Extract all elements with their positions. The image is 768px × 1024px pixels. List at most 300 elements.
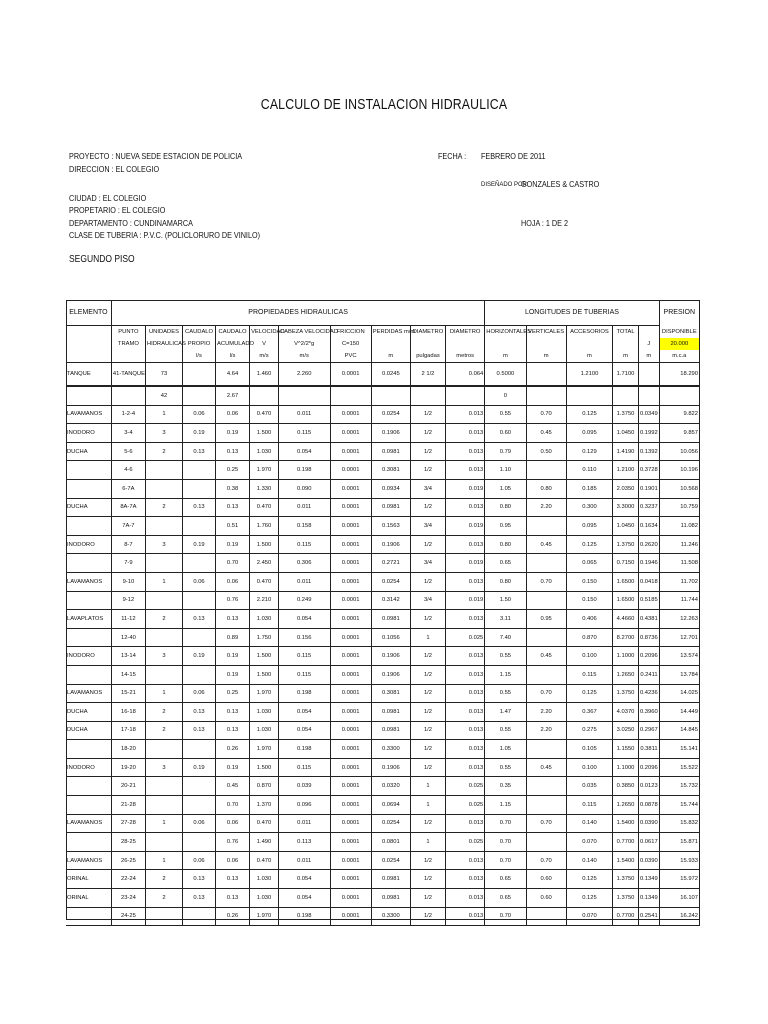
table-cell: 0.0001 (330, 535, 371, 554)
table-cell: 0.019 (446, 517, 485, 536)
table-cell: 0.0001 (330, 363, 371, 387)
table-cell: DUCHA (66, 498, 111, 517)
table-cell: 8-7 (111, 535, 145, 554)
table-cell: 0.0390 (638, 814, 659, 833)
table-cell: 0.0934 (371, 479, 410, 498)
column-header: HORIZONTALES (485, 326, 526, 339)
table-row (66, 907, 700, 926)
table-cell: 0.0001 (330, 684, 371, 703)
table-cell: 0.054 (278, 870, 330, 889)
table-cell: 1 (145, 851, 182, 870)
table-cell: 1/2 (410, 703, 445, 722)
table-cell: 0.113 (278, 833, 330, 852)
table-cell: 0.115 (566, 796, 612, 815)
table-cell: 0.0001 (330, 517, 371, 536)
column-header: UNIDADES (145, 326, 182, 339)
column-header (66, 326, 111, 339)
table-cell: 11.744 (659, 591, 699, 610)
table-cell: 1.2100 (613, 461, 639, 480)
table-cell: 1.330 (250, 479, 279, 498)
column-header: DIAMETRO (446, 326, 485, 339)
column-header: m/s (250, 350, 279, 363)
table-cell: 11.246 (659, 535, 699, 554)
table-cell: 0.5185 (638, 591, 659, 610)
table-cell: 26-25 (111, 851, 145, 870)
table-cell: 0.13 (183, 610, 216, 629)
column-header: m (526, 350, 566, 363)
table-cell: 73 (145, 363, 182, 387)
table-cell: 0.55 (485, 721, 526, 740)
table-cell: 0.870 (250, 777, 279, 796)
table-cell: 3 (145, 535, 182, 554)
table-cell: 0.06 (183, 814, 216, 833)
table-cell: 0.0001 (330, 405, 371, 424)
table-cell: 3/4 (410, 554, 445, 573)
table-cell: 0.1634 (638, 517, 659, 536)
table-cell: 0.70 (526, 405, 566, 424)
table-cell: 2.450 (250, 554, 279, 573)
table-cell: 1/2 (410, 535, 445, 554)
table-cell: 0.1906 (371, 665, 410, 684)
table-cell: 1 (145, 572, 182, 591)
table-cell (250, 386, 279, 405)
table-cell: 0.0878 (638, 796, 659, 815)
table-cell: 1.760 (250, 517, 279, 536)
table-cell (145, 833, 182, 852)
table-cell: 1.1000 (613, 758, 639, 777)
table-row (66, 610, 700, 629)
table-cell: 1.460 (250, 363, 279, 387)
table-cell (66, 665, 111, 684)
column-header: PUNTO (111, 326, 145, 339)
table-cell (145, 479, 182, 498)
column-header: V^2/2*g (278, 338, 330, 350)
table-row (66, 535, 700, 554)
table-cell: 1.0450 (613, 424, 639, 443)
column-header (613, 338, 639, 350)
table-cell: 0.011 (278, 498, 330, 517)
table-cell: INODORO (66, 758, 111, 777)
table-cell: 0.0001 (330, 647, 371, 666)
table-cell: 0.019 (446, 591, 485, 610)
table-cell: 0.2541 (638, 907, 659, 926)
table-cell: 0.80 (526, 479, 566, 498)
table-cell (526, 740, 566, 759)
table-cell (410, 386, 445, 405)
table-cell: LAVAMANOS (66, 405, 111, 424)
table-cell: 0.25 (216, 684, 250, 703)
table-cell: 3/4 (410, 479, 445, 498)
table-cell: 0.070 (566, 907, 612, 926)
table-cell: 0.0981 (371, 442, 410, 461)
table-cell (145, 461, 182, 480)
table-cell: 0.0001 (330, 442, 371, 461)
table-cell: 0.70 (526, 572, 566, 591)
table-cell: 11-12 (111, 610, 145, 629)
owner-line: PROPETARIO : EL COLEGIO (69, 205, 166, 215)
sheet-number: HOJA : 1 DE 2 (521, 218, 568, 228)
table-cell: 2 (145, 498, 182, 517)
table-cell: LAVAMANOS (66, 684, 111, 703)
table-cell: 0.06 (216, 851, 250, 870)
table-cell: 0.090 (278, 479, 330, 498)
table-cell: 1/2 (410, 405, 445, 424)
table-row (66, 424, 700, 443)
table-cell: 3 (145, 424, 182, 443)
table-cell: 0.06 (216, 814, 250, 833)
table-cell: 12.701 (659, 628, 699, 647)
table-cell: 0.0981 (371, 498, 410, 517)
table-cell: 0.3850 (613, 777, 639, 796)
table-cell: 0.65 (485, 889, 526, 908)
table-cell: 1/2 (410, 870, 445, 889)
table-cell: 0.70 (216, 796, 250, 815)
table-cell: 0.06 (183, 405, 216, 424)
table-cell: 0.13 (183, 498, 216, 517)
table-cell: 3/4 (410, 591, 445, 610)
table-cell: 0.70 (485, 851, 526, 870)
table-cell: 0.19 (216, 535, 250, 554)
table-cell: 2 (145, 442, 182, 461)
table-cell: 0.011 (278, 572, 330, 591)
table-cell: 0.115 (566, 665, 612, 684)
table-cell (145, 907, 182, 926)
table-cell: 0.79 (485, 442, 526, 461)
column-header: V (250, 338, 279, 350)
table-cell: 0.013 (446, 442, 485, 461)
table-cell: 0.0320 (371, 777, 410, 796)
table-cell: 0.158 (278, 517, 330, 536)
table-cell: 1.15 (485, 665, 526, 684)
table-cell: 15.522 (659, 758, 699, 777)
column-header: TRAMO (111, 338, 145, 350)
table-cell (183, 628, 216, 647)
table-cell (66, 796, 111, 815)
table-cell: 3.0250 (613, 721, 639, 740)
table-cell (66, 479, 111, 498)
table-cell: 2 (145, 870, 182, 889)
table-cell: 0.55 (485, 684, 526, 703)
table-cell: 1/2 (410, 647, 445, 666)
table-cell: INODORO (66, 647, 111, 666)
table-cell: 41-TANQUE (111, 363, 145, 387)
table-cell: 12.263 (659, 610, 699, 629)
group-header-propiedades: PROPIEDADES HIDRAULICAS (111, 300, 484, 326)
table-cell: 0.115 (278, 424, 330, 443)
table-cell: 13.574 (659, 647, 699, 666)
table-cell: 0.1906 (371, 647, 410, 666)
table-cell (183, 479, 216, 498)
table-cell: 0.054 (278, 610, 330, 629)
table-cell: 0.0001 (330, 870, 371, 889)
table-cell (145, 517, 182, 536)
table-cell: 0.198 (278, 684, 330, 703)
table-cell (183, 907, 216, 926)
table-cell: 0.096 (278, 796, 330, 815)
table-cell (526, 907, 566, 926)
column-header: 20.000 (659, 338, 699, 350)
table-cell: 0.125 (566, 889, 612, 908)
column-header: DIAMETRO (410, 326, 445, 339)
table-cell: 0.1906 (371, 758, 410, 777)
table-cell: 0.013 (446, 684, 485, 703)
table-cell: 0.3960 (638, 703, 659, 722)
table-cell: 0.198 (278, 461, 330, 480)
table-cell: 0.45 (526, 758, 566, 777)
table-cell: 15.972 (659, 870, 699, 889)
table-cell: 0.3300 (371, 907, 410, 926)
table-cell: 0.45 (526, 647, 566, 666)
table-row (66, 363, 700, 387)
table-cell (66, 554, 111, 573)
column-header: m/s (278, 350, 330, 363)
table-cell: 0.470 (250, 498, 279, 517)
table-cell: 1.030 (250, 870, 279, 889)
table-cell: 0.0001 (330, 703, 371, 722)
table-cell: 2 (145, 889, 182, 908)
table-cell: 0.306 (278, 554, 330, 573)
table-cell: 5-6 (111, 442, 145, 461)
table-cell: 0.5000 (485, 363, 526, 387)
table-row (66, 442, 700, 461)
table-cell (526, 386, 566, 405)
table-cell (183, 363, 216, 387)
table-cell: 0.3728 (638, 461, 659, 480)
table-cell: 9.822 (659, 405, 699, 424)
column-header (446, 338, 485, 350)
table-cell: 0.0001 (330, 479, 371, 498)
table-cell (66, 591, 111, 610)
table-cell: 0.3081 (371, 684, 410, 703)
table-cell: 0.0001 (330, 889, 371, 908)
table-cell: ORINAL (66, 870, 111, 889)
table-cell: 1 (410, 833, 445, 852)
table-cell: 1/2 (410, 907, 445, 926)
table-cell (145, 554, 182, 573)
table-cell: 0.0001 (330, 777, 371, 796)
group-header-longitudes: LONGITUDES DE TUBERIAS (485, 300, 659, 326)
table-cell: 0.870 (566, 628, 612, 647)
table-cell: 0.011 (278, 814, 330, 833)
project-line: PROYECTO : NUEVA SEDE ESTACION DE POLICIA (69, 151, 243, 161)
table-cell: 0.406 (566, 610, 612, 629)
table-cell (526, 665, 566, 684)
table-cell: 0.0001 (330, 554, 371, 573)
table-cell: 0.2967 (638, 721, 659, 740)
table-cell: 1.500 (250, 647, 279, 666)
table-cell: 0.45 (216, 777, 250, 796)
table-cell: 14.845 (659, 721, 699, 740)
table-cell: 0.095 (566, 424, 612, 443)
table-cell: 12-40 (111, 628, 145, 647)
table-cell: 0.0254 (371, 851, 410, 870)
table-cell: 2.260 (278, 363, 330, 387)
table-cell: 0.3811 (638, 740, 659, 759)
table-cell: 0.0254 (371, 814, 410, 833)
column-header (526, 338, 566, 350)
column-header: PVC (330, 350, 371, 363)
table-cell: 0.140 (566, 851, 612, 870)
table-cell: 0.013 (446, 610, 485, 629)
table-cell: 7-9 (111, 554, 145, 573)
table-cell: 0.249 (278, 591, 330, 610)
table-cell: 10.056 (659, 442, 699, 461)
table-cell: 0.0981 (371, 610, 410, 629)
table-cell: 0.7150 (613, 554, 639, 573)
table-cell: 0.064 (446, 363, 485, 387)
table-cell: 4-6 (111, 461, 145, 480)
table-cell: 11.082 (659, 517, 699, 536)
table-cell: 0.198 (278, 740, 330, 759)
table-cell: 4.0370 (613, 703, 639, 722)
table-cell: 1.500 (250, 535, 279, 554)
table-cell: 18.290 (659, 363, 699, 387)
table-cell: 0.198 (278, 907, 330, 926)
table-cell: 3-4 (111, 424, 145, 443)
table-cell: 0.2620 (638, 535, 659, 554)
table-cell: 1.2100 (566, 363, 612, 387)
table-cell (526, 777, 566, 796)
table-cell: 0.19 (183, 535, 216, 554)
table-cell (638, 386, 659, 405)
table-cell: 0.013 (446, 814, 485, 833)
table-cell: 1/2 (410, 721, 445, 740)
table-cell (183, 665, 216, 684)
table-cell: 10.759 (659, 498, 699, 517)
table-cell: 1.50 (485, 591, 526, 610)
column-header: DISPONIBLE (659, 326, 699, 339)
table-cell: 0.13 (183, 870, 216, 889)
table-cell: 0.06 (183, 851, 216, 870)
table-cell: 23-24 (111, 889, 145, 908)
table-cell: 0.06 (183, 684, 216, 703)
pipe-class-line: CLASE DE TUBERIA : P.V.C. (POLICLORURO DE VINILO) (69, 230, 260, 240)
table-cell: 0.76 (216, 833, 250, 852)
table-cell: 4.64 (216, 363, 250, 387)
table-cell: 0.054 (278, 703, 330, 722)
table-cell: 0.065 (566, 554, 612, 573)
table-cell (371, 386, 410, 405)
table-cell: 0.35 (485, 777, 526, 796)
table-cell: 0.1901 (638, 479, 659, 498)
table-cell: 0.054 (278, 442, 330, 461)
table-cell: 1.490 (250, 833, 279, 852)
table-cell: 0.095 (566, 517, 612, 536)
table-cell: 15-21 (111, 684, 145, 703)
column-header: TOTAL (613, 326, 639, 339)
table-cell: 1.2650 (613, 665, 639, 684)
table-cell: 0.70 (526, 851, 566, 870)
table-cell: 1/2 (410, 498, 445, 517)
table-cell: 0.025 (446, 628, 485, 647)
table-cell: 0.19 (183, 647, 216, 666)
table-cell: 0.115 (278, 647, 330, 666)
date-label: FECHA : (438, 151, 467, 161)
table-cell: 0.4381 (638, 610, 659, 629)
table-cell: 0.013 (446, 665, 485, 684)
table-cell: 0.185 (566, 479, 612, 498)
table-cell: 1.1550 (613, 740, 639, 759)
table-cell: 0.70 (485, 907, 526, 926)
table-cell: 1.030 (250, 721, 279, 740)
table-row (66, 405, 700, 424)
table-cell: 3/4 (410, 517, 445, 536)
table-cell: 6-7A (111, 479, 145, 498)
table-cell: 15.141 (659, 740, 699, 759)
column-header (66, 338, 111, 350)
table-row (66, 703, 700, 722)
table-cell: 0.8736 (638, 628, 659, 647)
table-cell: 0.0418 (638, 572, 659, 591)
table-cell: 1.1000 (613, 647, 639, 666)
table-cell (330, 386, 371, 405)
column-header: CAUDALO (216, 326, 250, 339)
table-cell: 0.80 (485, 535, 526, 554)
table-cell: 1-2-4 (111, 405, 145, 424)
table-cell: 0.55 (485, 758, 526, 777)
table-cell: 0.3081 (371, 461, 410, 480)
table-cell: 0.125 (566, 405, 612, 424)
table-cell (145, 591, 182, 610)
table-cell: 0.013 (446, 424, 485, 443)
table-cell: 0.70 (216, 554, 250, 573)
table-cell (183, 517, 216, 536)
table-cell: LAVAMANOS (66, 851, 111, 870)
table-cell: 0.13 (216, 889, 250, 908)
table-cell: 21-28 (111, 796, 145, 815)
page-title: CALCULO DE INSTALACION HIDRAULICA (260, 96, 508, 113)
table-cell: 2 (145, 610, 182, 629)
table-row (66, 498, 700, 517)
table-cell: 0.13 (183, 442, 216, 461)
table-cell: 15.933 (659, 851, 699, 870)
table-cell (66, 461, 111, 480)
table-cell: 0.13 (183, 889, 216, 908)
table-row (66, 628, 700, 647)
table-cell: 0.60 (485, 424, 526, 443)
table-cell: 0.2721 (371, 554, 410, 573)
table-cell: 15.744 (659, 796, 699, 815)
table-cell: 0.80 (485, 498, 526, 517)
table-cell: 0.60 (526, 870, 566, 889)
table-cell: 11.702 (659, 572, 699, 591)
table-cell: 0.0001 (330, 461, 371, 480)
table-cell: 0.0981 (371, 889, 410, 908)
table-cell: 0.115 (278, 535, 330, 554)
table-cell: 2.20 (526, 498, 566, 517)
table-row (66, 572, 700, 591)
table-cell (66, 386, 111, 405)
table-cell: 0.0001 (330, 498, 371, 517)
table-cell: 0.105 (566, 740, 612, 759)
column-header: CABEZA VELOCIDAD (278, 326, 330, 339)
table-cell: 9-10 (111, 572, 145, 591)
table-cell (66, 628, 111, 647)
table-cell: 0.13 (216, 442, 250, 461)
table-cell: 0.0254 (371, 572, 410, 591)
table-cell: 0.011 (278, 851, 330, 870)
column-header: m (485, 350, 526, 363)
table-cell: 0.13 (183, 721, 216, 740)
table-cell: 1.3750 (613, 870, 639, 889)
table-cell (526, 833, 566, 852)
table-cell: 0.70 (526, 684, 566, 703)
table-cell (526, 554, 566, 573)
table-cell: 28-25 (111, 833, 145, 852)
table-cell: 0.13 (216, 498, 250, 517)
table-cell: 0.0001 (330, 610, 371, 629)
table-cell: 17-18 (111, 721, 145, 740)
